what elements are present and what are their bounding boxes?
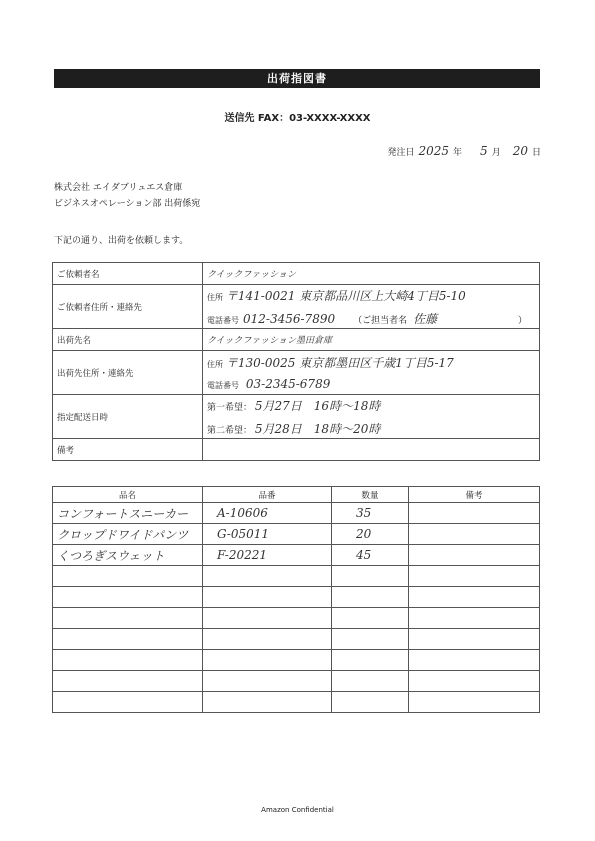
shipping-name-value: クイックファッション墨田倉庫 (203, 329, 540, 351)
product-code-cell (203, 608, 332, 629)
quantity-cell: 45 (332, 545, 409, 566)
product-code-cell (203, 671, 332, 692)
product-name-cell: くつろぎスウェット (53, 545, 203, 566)
table-row (53, 650, 540, 671)
order-date-day: 20 (512, 144, 528, 158)
product-code-cell: A-10606 (203, 503, 332, 524)
shipping-address-prefix: 住所 (207, 360, 223, 369)
table-row (53, 671, 540, 692)
product-code-cell (203, 566, 332, 587)
product-name-cell (53, 587, 203, 608)
requester-address-cell (203, 285, 540, 329)
product-code-cell: F-20221 (203, 545, 332, 566)
requester-row (53, 263, 540, 285)
product-name-cell (53, 650, 203, 671)
product-name-cell (53, 608, 203, 629)
requester-phone-value: 012-3456-7890 (243, 311, 336, 326)
order-date-day-suffix: 日 (531, 148, 541, 158)
requester-address-label: ご依頼者住所・連絡先 (53, 285, 203, 329)
delivery-label: 指定配送日時 (53, 395, 203, 439)
notes-cell (409, 524, 540, 545)
table-row (53, 629, 540, 650)
product-name-cell (53, 566, 203, 587)
shipping-info-table (52, 262, 540, 461)
shipping-address-value: 〒130-0025 東京都墨田区千歳1丁目5-17 (225, 356, 454, 370)
notes-cell (409, 692, 540, 713)
header-product-code: 品番 (203, 487, 332, 503)
delivery-cell (203, 395, 540, 439)
fax-number: 送信先 FAX：03-XXXX-XXXX (224, 113, 371, 124)
delivery-row (53, 395, 540, 439)
notes-cell (409, 566, 540, 587)
contact-person-prefix: （ご担当者名 (353, 315, 408, 326)
product-code-cell: G-05011 (203, 524, 332, 545)
notes-cell (409, 608, 540, 629)
quantity-cell (332, 650, 409, 671)
header-quantity: 数量 (332, 487, 409, 503)
shipping-address-cell (203, 351, 540, 395)
requester-value: クイックファッション (203, 263, 540, 285)
order-date (387, 144, 541, 158)
intro-text: 下記の通り、出荷を依頼します。 (54, 236, 189, 246)
requester-address-row (53, 285, 540, 329)
quantity-cell: 20 (332, 524, 409, 545)
shipping-address-label: 出荷先住所・連絡先 (53, 351, 203, 395)
product-code-cell (203, 629, 332, 650)
quantity-cell (332, 671, 409, 692)
table-row (53, 503, 540, 524)
product-code-cell (203, 587, 332, 608)
shipping-address-row (53, 351, 540, 395)
order-date-month-suffix: 月 (491, 148, 501, 158)
notes-cell (409, 587, 540, 608)
items-header-row (53, 487, 540, 503)
items-table (52, 486, 540, 713)
remarks-value (203, 439, 540, 461)
header-notes: 備考 (409, 487, 540, 503)
second-choice-label: 第二希望： (207, 425, 253, 436)
requester-address-value: 〒141-0021 東京都品川区上大崎4丁目5-10 (225, 288, 466, 303)
product-name-cell (53, 692, 203, 713)
notes-cell (409, 650, 540, 671)
notes-cell (409, 629, 540, 650)
document-title: 出荷指図書 (54, 69, 540, 88)
quantity-cell (332, 608, 409, 629)
shipping-phone-prefix: 電話番号 (207, 381, 239, 390)
table-row (53, 587, 540, 608)
shipping-name-row (53, 329, 540, 351)
order-date-year: 2025 (418, 144, 450, 158)
table-row (53, 566, 540, 587)
quantity-cell (332, 587, 409, 608)
quantity-cell (332, 629, 409, 650)
first-choice-label: 第一希望： (207, 402, 253, 413)
order-date-year-suffix: 年 (453, 148, 463, 158)
table-row (53, 692, 540, 713)
shipping-name-label: 出荷先名 (53, 329, 203, 351)
requester-phone-prefix: 電話番号 (207, 315, 239, 325)
remarks-label: 備考 (53, 439, 203, 461)
header-product-name: 品名 (53, 487, 203, 503)
quantity-cell (332, 566, 409, 587)
requester-label: ご依頼者名 (53, 263, 203, 285)
recipient-department: ビジネスオペレーション部 出荷係宛 (54, 199, 201, 209)
recipient-company: 株式会社 エイダブリュエス倉庫 (54, 183, 183, 193)
recipient-block (54, 180, 200, 212)
product-name-cell (53, 671, 203, 692)
table-row (53, 608, 540, 629)
contact-person-suffix: ） (517, 315, 527, 326)
notes-cell (409, 545, 540, 566)
product-code-cell (203, 692, 332, 713)
quantity-cell: 35 (332, 503, 409, 524)
product-name-cell: クロップドワイドパンツ (53, 524, 203, 545)
confidential-footer: Amazon Confidential (261, 806, 334, 814)
first-choice-value: 5月27日 16時～18時 (254, 398, 381, 413)
product-code-cell (203, 650, 332, 671)
product-name-cell (53, 629, 203, 650)
quantity-cell (332, 692, 409, 713)
notes-cell (409, 503, 540, 524)
table-row (53, 524, 540, 545)
contact-person-value: 佐藤 (413, 311, 438, 326)
remarks-row (53, 439, 540, 461)
order-date-label: 発注日 (387, 148, 415, 158)
shipping-phone-value: 03-2345-6789 (245, 377, 331, 391)
requester-address-prefix: 住所 (207, 292, 223, 302)
notes-cell (409, 671, 540, 692)
order-date-month: 5 (480, 144, 488, 158)
second-choice-value: 5月28日 18時～20時 (254, 421, 381, 436)
product-name-cell: コンフォートスニーカー (53, 503, 203, 524)
table-row (53, 545, 540, 566)
